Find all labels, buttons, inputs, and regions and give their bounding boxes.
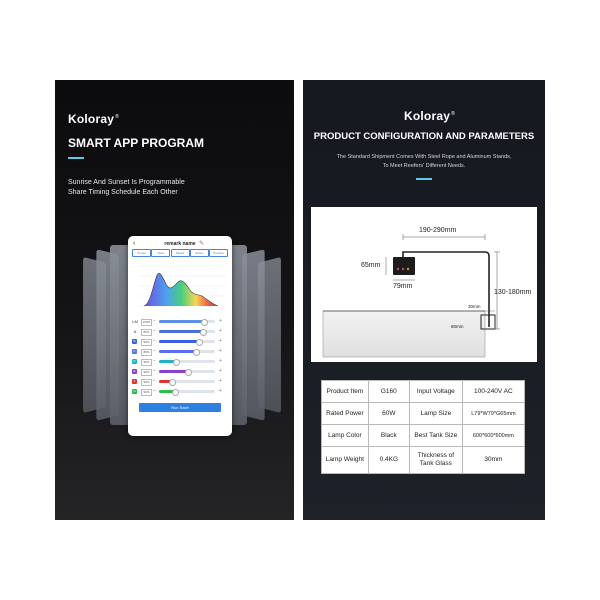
slider-fill: [159, 320, 204, 323]
product-config-panel: [303, 80, 545, 520]
channel-slider-row: [131, 348, 229, 355]
glass-thickness-label: 30mm: [468, 304, 481, 309]
channel-value-field[interactable]: 90%: [141, 339, 152, 346]
mode-tabs: [132, 249, 228, 256]
channel-slider[interactable]: [159, 330, 215, 333]
table-row: [322, 447, 525, 474]
minus-icon[interactable]: −: [153, 338, 156, 344]
slider-fill: [159, 370, 187, 373]
channel-label: G: [133, 389, 136, 393]
channel-slider-row: [131, 378, 229, 385]
slider-handle[interactable]: [185, 369, 192, 376]
run-save-button[interactable]: Run Save: [139, 403, 221, 412]
channel-label: E: [133, 369, 136, 373]
slider-handle[interactable]: [172, 389, 179, 396]
spec-value: 30mm: [462, 447, 524, 474]
plus-icon[interactable]: +: [219, 358, 222, 364]
description-line-1: Sunrise And Sunset Is Programmable: [68, 179, 185, 186]
tab-preview[interactable]: Preview: [209, 249, 228, 257]
minus-icon[interactable]: −: [153, 388, 156, 394]
spec-value: Black: [368, 425, 409, 447]
channel-slider[interactable]: [159, 350, 215, 353]
spec-key: Lamp Color: [322, 425, 369, 447]
channel-value-field[interactable]: 90%: [141, 359, 152, 366]
spec-key: Lamp Weight: [322, 447, 369, 474]
table-row: [322, 381, 525, 403]
spec-key: Product Item: [322, 381, 369, 403]
program-name: remark name: [164, 241, 196, 247]
minus-icon[interactable]: −: [153, 348, 156, 354]
channel-value-field[interactable]: 100%: [142, 320, 151, 324]
specs-table: [321, 380, 525, 474]
edit-icon[interactable]: ✎: [199, 241, 205, 247]
channel-slider-row: [131, 318, 229, 325]
spec-value: 600*600*600mm: [462, 425, 524, 447]
accent-divider: [68, 157, 84, 159]
channel-label: LM: [132, 319, 138, 324]
lamp-width-label: 79mm: [393, 283, 413, 290]
plus-icon[interactable]: +: [219, 388, 222, 394]
channel-slider-row: [131, 368, 229, 375]
brand-logo: Koloray®: [68, 112, 119, 126]
channel-slider[interactable]: [159, 320, 215, 323]
spec-key: Thickness of Tank Glass: [409, 447, 462, 474]
channel-slider[interactable]: [159, 380, 215, 383]
channel-slider[interactable]: [159, 390, 215, 393]
spec-key: Best Tank Size: [409, 425, 462, 447]
tab-reef[interactable]: Reef: [151, 249, 170, 257]
minus-icon[interactable]: −: [153, 368, 156, 374]
spec-value: G160: [368, 381, 409, 403]
subtitle-line-2: To Meet Reefers' Different Needs.: [382, 163, 466, 169]
background-phone: [258, 257, 281, 413]
spectrum-chart: [132, 260, 228, 312]
stand-height-label: 130-180mm: [494, 289, 532, 296]
slider-handle[interactable]: [169, 379, 176, 386]
slider-fill: [159, 350, 195, 353]
width-range-label: 190-290mm: [419, 227, 457, 234]
smart-app-panel: [55, 80, 294, 520]
channel-value-field[interactable]: 90%: [141, 389, 152, 396]
channel-label: B: [133, 339, 136, 343]
spec-key: Input Voltage: [409, 381, 462, 403]
channel-slider-row: [131, 358, 229, 365]
minus-icon[interactable]: −: [153, 328, 156, 334]
panel-title: PRODUCT CONFIGURATION AND PARAMETERS: [313, 131, 535, 142]
clamp-size-label: 80mm: [451, 324, 464, 329]
plus-icon[interactable]: +: [219, 328, 222, 334]
spec-value: L79*W79*G65mm: [462, 403, 524, 425]
slider-fill: [159, 340, 198, 343]
tab-mixed[interactable]: Mixed: [171, 249, 190, 257]
panel-title: SMART APP PROGRAM: [68, 136, 205, 150]
accent-divider: [416, 178, 432, 180]
plus-icon[interactable]: +: [219, 348, 222, 354]
lamp-height-label: 65mm: [361, 262, 381, 269]
subtitle-line-1: The Standard Shipment Comes With Steel Rope and Aluminum Stands,: [336, 154, 512, 160]
channel-slider[interactable]: [159, 370, 215, 373]
channel-slider-row: [131, 328, 229, 335]
lamp-body: [393, 257, 415, 275]
spec-value: 100-240V AC: [462, 381, 524, 403]
slider-handle[interactable]: [201, 319, 208, 326]
minus-icon[interactable]: −: [153, 318, 156, 324]
spec-key: Lamp Size: [409, 403, 462, 425]
app-phone-screen: [128, 236, 232, 436]
tank-outline: [323, 311, 485, 357]
channel-value-field[interactable]: 80%: [141, 349, 152, 356]
table-row: [322, 425, 525, 447]
channel-slider-row: [131, 388, 229, 395]
plus-icon[interactable]: +: [219, 378, 222, 384]
channel-label: F: [133, 379, 136, 383]
spec-key: Rated Power: [322, 403, 369, 425]
spec-value: 0.4KG: [368, 447, 409, 474]
description-line-2: Share Timing Schedule Each Other: [68, 189, 178, 196]
channel-value-field[interactable]: 90%: [141, 379, 152, 386]
table-row: [322, 403, 525, 425]
slider-handle[interactable]: [193, 349, 200, 356]
brand-logo: Koloray®: [404, 109, 455, 123]
spectrum-area: [144, 273, 218, 306]
back-icon[interactable]: ‹: [133, 240, 136, 247]
plus-icon[interactable]: +: [219, 338, 222, 344]
tab-preset[interactable]: Preset: [132, 249, 151, 257]
spec-value: 60W: [368, 403, 409, 425]
tab-share[interactable]: Share: [190, 249, 209, 257]
channel-value-field[interactable]: 80%: [141, 329, 152, 336]
slider-handle[interactable]: [200, 329, 207, 336]
channel-slider[interactable]: [159, 360, 215, 363]
slider-handle[interactable]: [196, 339, 203, 346]
minus-icon[interactable]: −: [153, 358, 156, 364]
channel-value-field[interactable]: 90%: [141, 369, 152, 376]
channel-label: C: [133, 349, 136, 353]
channel-slider-row: [131, 338, 229, 345]
plus-icon[interactable]: +: [219, 368, 222, 374]
channel-label: A: [133, 329, 137, 334]
minus-icon[interactable]: −: [153, 378, 156, 384]
slider-fill: [159, 330, 203, 333]
dimension-diagram: [311, 207, 537, 362]
plus-icon[interactable]: +: [219, 318, 222, 324]
channel-slider[interactable]: [159, 340, 215, 343]
channel-label: D: [133, 359, 136, 363]
slider-handle[interactable]: [173, 359, 180, 366]
